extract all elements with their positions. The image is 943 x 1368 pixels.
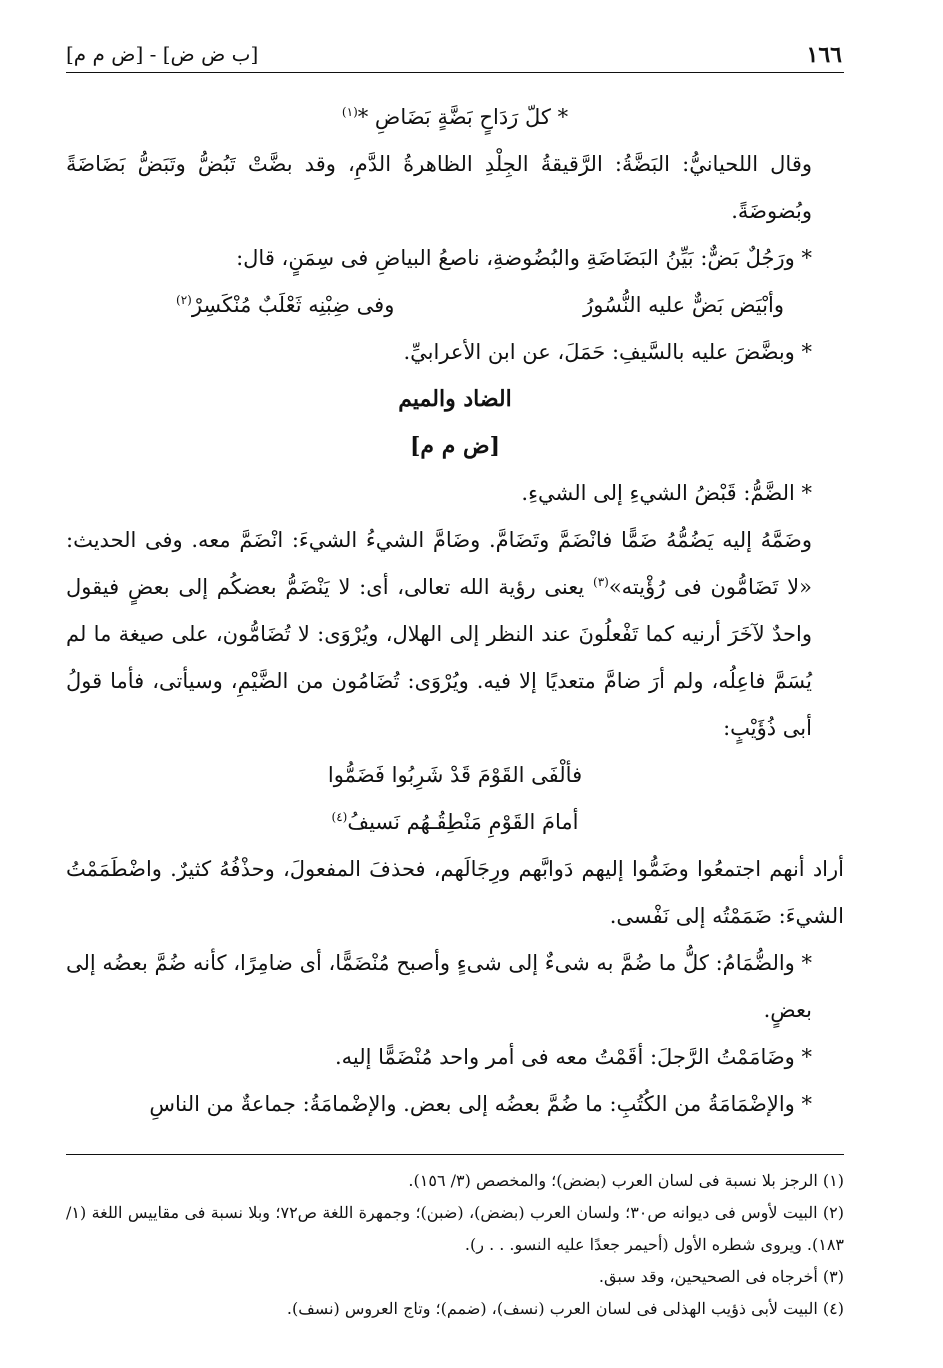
paragraph: * ورَجُلٌ بَضٌّ: بَيِّنُ البَضَاضَةِ والبُضُوضةِ، ناصعُ البياضِ فى سِمَنٍ، قال: xyxy=(236,246,812,270)
footnote: (٤) البيت لأبى ذؤيب الهذلى فى لسان العرب (نسف)، (ضمم)؛ وتاج العروس (نسف). xyxy=(286,1299,844,1318)
running-head: [ب ض ض] - [ض م م] xyxy=(66,42,259,66)
paragraph: * وبضَّضَ عليه بالسَّيفِ: حَمَلَ، عن ابن الأعرابيِّ. xyxy=(403,340,812,364)
footnote-ref: (٣) xyxy=(593,575,609,589)
paragraph: وقال اللحيانيُّ: البَضَّةُ: الرَّقيقةُ الجِلْدِ الظاهرةُ الدَّمِ، وقد بضَّتْ تَبُضُّ وتَبَضُّ بَضَاضَةً وبُضوضَةً. xyxy=(66,152,812,223)
footnote-ref: (٢) xyxy=(176,293,192,307)
paragraph xyxy=(66,517,844,752)
footnote: (٢) البيت لأوس فى ديوانه ص٣٠؛ ولسان العرب (بضض)، (ضبن)؛ وجمهرة اللغة ص٧٢؛ وبلا نسبة فى مقاييس اللغة (١/ ١٨٣). ويروى شطره الأول (أحيمر جعدًا عليه النسو. . . ر). xyxy=(66,1203,844,1254)
section-heading: الضاد والميم xyxy=(398,386,512,412)
paragraph: * والضُّمَامُ: كلُّ ما ضُمَّ به شىءٌ إلى شىءٍ وأصبح مُنْضَمًّا، أى ضامِرًا، كأنه ضُمَّ بعضُه إلى بعضٍ. xyxy=(66,951,812,1022)
verse-line xyxy=(66,94,844,141)
footnote-ref: (٤) xyxy=(331,810,348,824)
root-heading: [ض م م] xyxy=(410,433,500,459)
paragraph-text: وضَمَّهُ إليه يَضُمُّهُ ضَمًّا فانْضَمَّ وتَضَامَّ. وضَامَّ الشيءُ الشيءَ: انْضَمَّ معه. وفى الحديث: «لا تَضَامُّون فى رُؤْيته» xyxy=(66,528,813,599)
page-header xyxy=(66,36,844,73)
verse-line xyxy=(66,799,844,846)
paragraph: * والإضْمَامَةُ من الكُتُبِ: ما ضُمَّ بعضُه إلى بعض. والإضْمامَةُ: جماعةٌ من الناسِ xyxy=(149,1092,812,1116)
footnote: (٣) أخرجاه فى الصحيحين، وقد سبق. xyxy=(598,1267,844,1286)
paragraph: * وضَامَمْتُ الرَّجلَ: أقَمْتُ معه فى أمر واحد مُنْضَمًّا إليه. xyxy=(334,1045,812,1069)
page-number: ١٦٦ xyxy=(806,42,842,68)
verse-text: * كلّ رَدَاحٍ بَضَّةٍ بَضَاضِ * xyxy=(357,105,569,129)
hemistich-first: وأبْيَض بَضٌّ عليه النُّسُورُ xyxy=(583,293,784,317)
paragraph: * الضَّمُّ: قَبْضُ الشيءِ إلى الشيءِ. xyxy=(521,481,812,505)
main-text xyxy=(66,94,844,1128)
book-page xyxy=(66,36,844,1336)
paragraph: أراد أنهم اجتمعُوا وضَمُّوا إليهم دَوابَّهم ورِجَالَهم، فحذفَ المفعولَ، وحذْفُهُ كثيرٌ. واضْطَمَمْتُ الشيءَ: ضَمَمْتُه إلى نَفْسى. xyxy=(66,857,844,928)
footnote-ref: (١) xyxy=(341,105,358,119)
hemistich-second xyxy=(176,282,394,329)
hemistich-text: وفى ضِبْنِه ثَعْلَبٌ مُنْكَسِرْ xyxy=(191,293,395,317)
paragraph-text: يعنى رؤية الله تعالى، أى: لا يَنْضَمُّ بعضكُم إلى بعضٍ فيقول واحدٌ لآخَرَ أرنيه كما تَفْعلُونَ عند النظر إلى الهلال، ويُرْوَى: لا تُضَامُّون، على صيغة ما لم يُسَمَّ فاعِلُه، ولم أرَ ضامَّ متعديًا إلا فيه. ويُرْوَى: تُضَامُون من الضَّيْمِ، وسيأتى، فأما قولُ أبى ذُؤَيْبٍ: xyxy=(66,575,812,740)
verse-text: أمامَ القَوْمِ مَنْطِقُـهُم نَسيفُ xyxy=(347,810,579,834)
footnotes xyxy=(66,1154,844,1325)
footnote: (١) الرجز بلا نسبة فى لسان العرب (بضض)؛ والمخصص (٣/ ١٥٦). xyxy=(408,1171,844,1190)
verse-couplet xyxy=(66,282,844,329)
verse-line: فألْفَى القَوْمَ قَدْ شَرِبُوا فَضَمُّوا xyxy=(327,763,583,787)
